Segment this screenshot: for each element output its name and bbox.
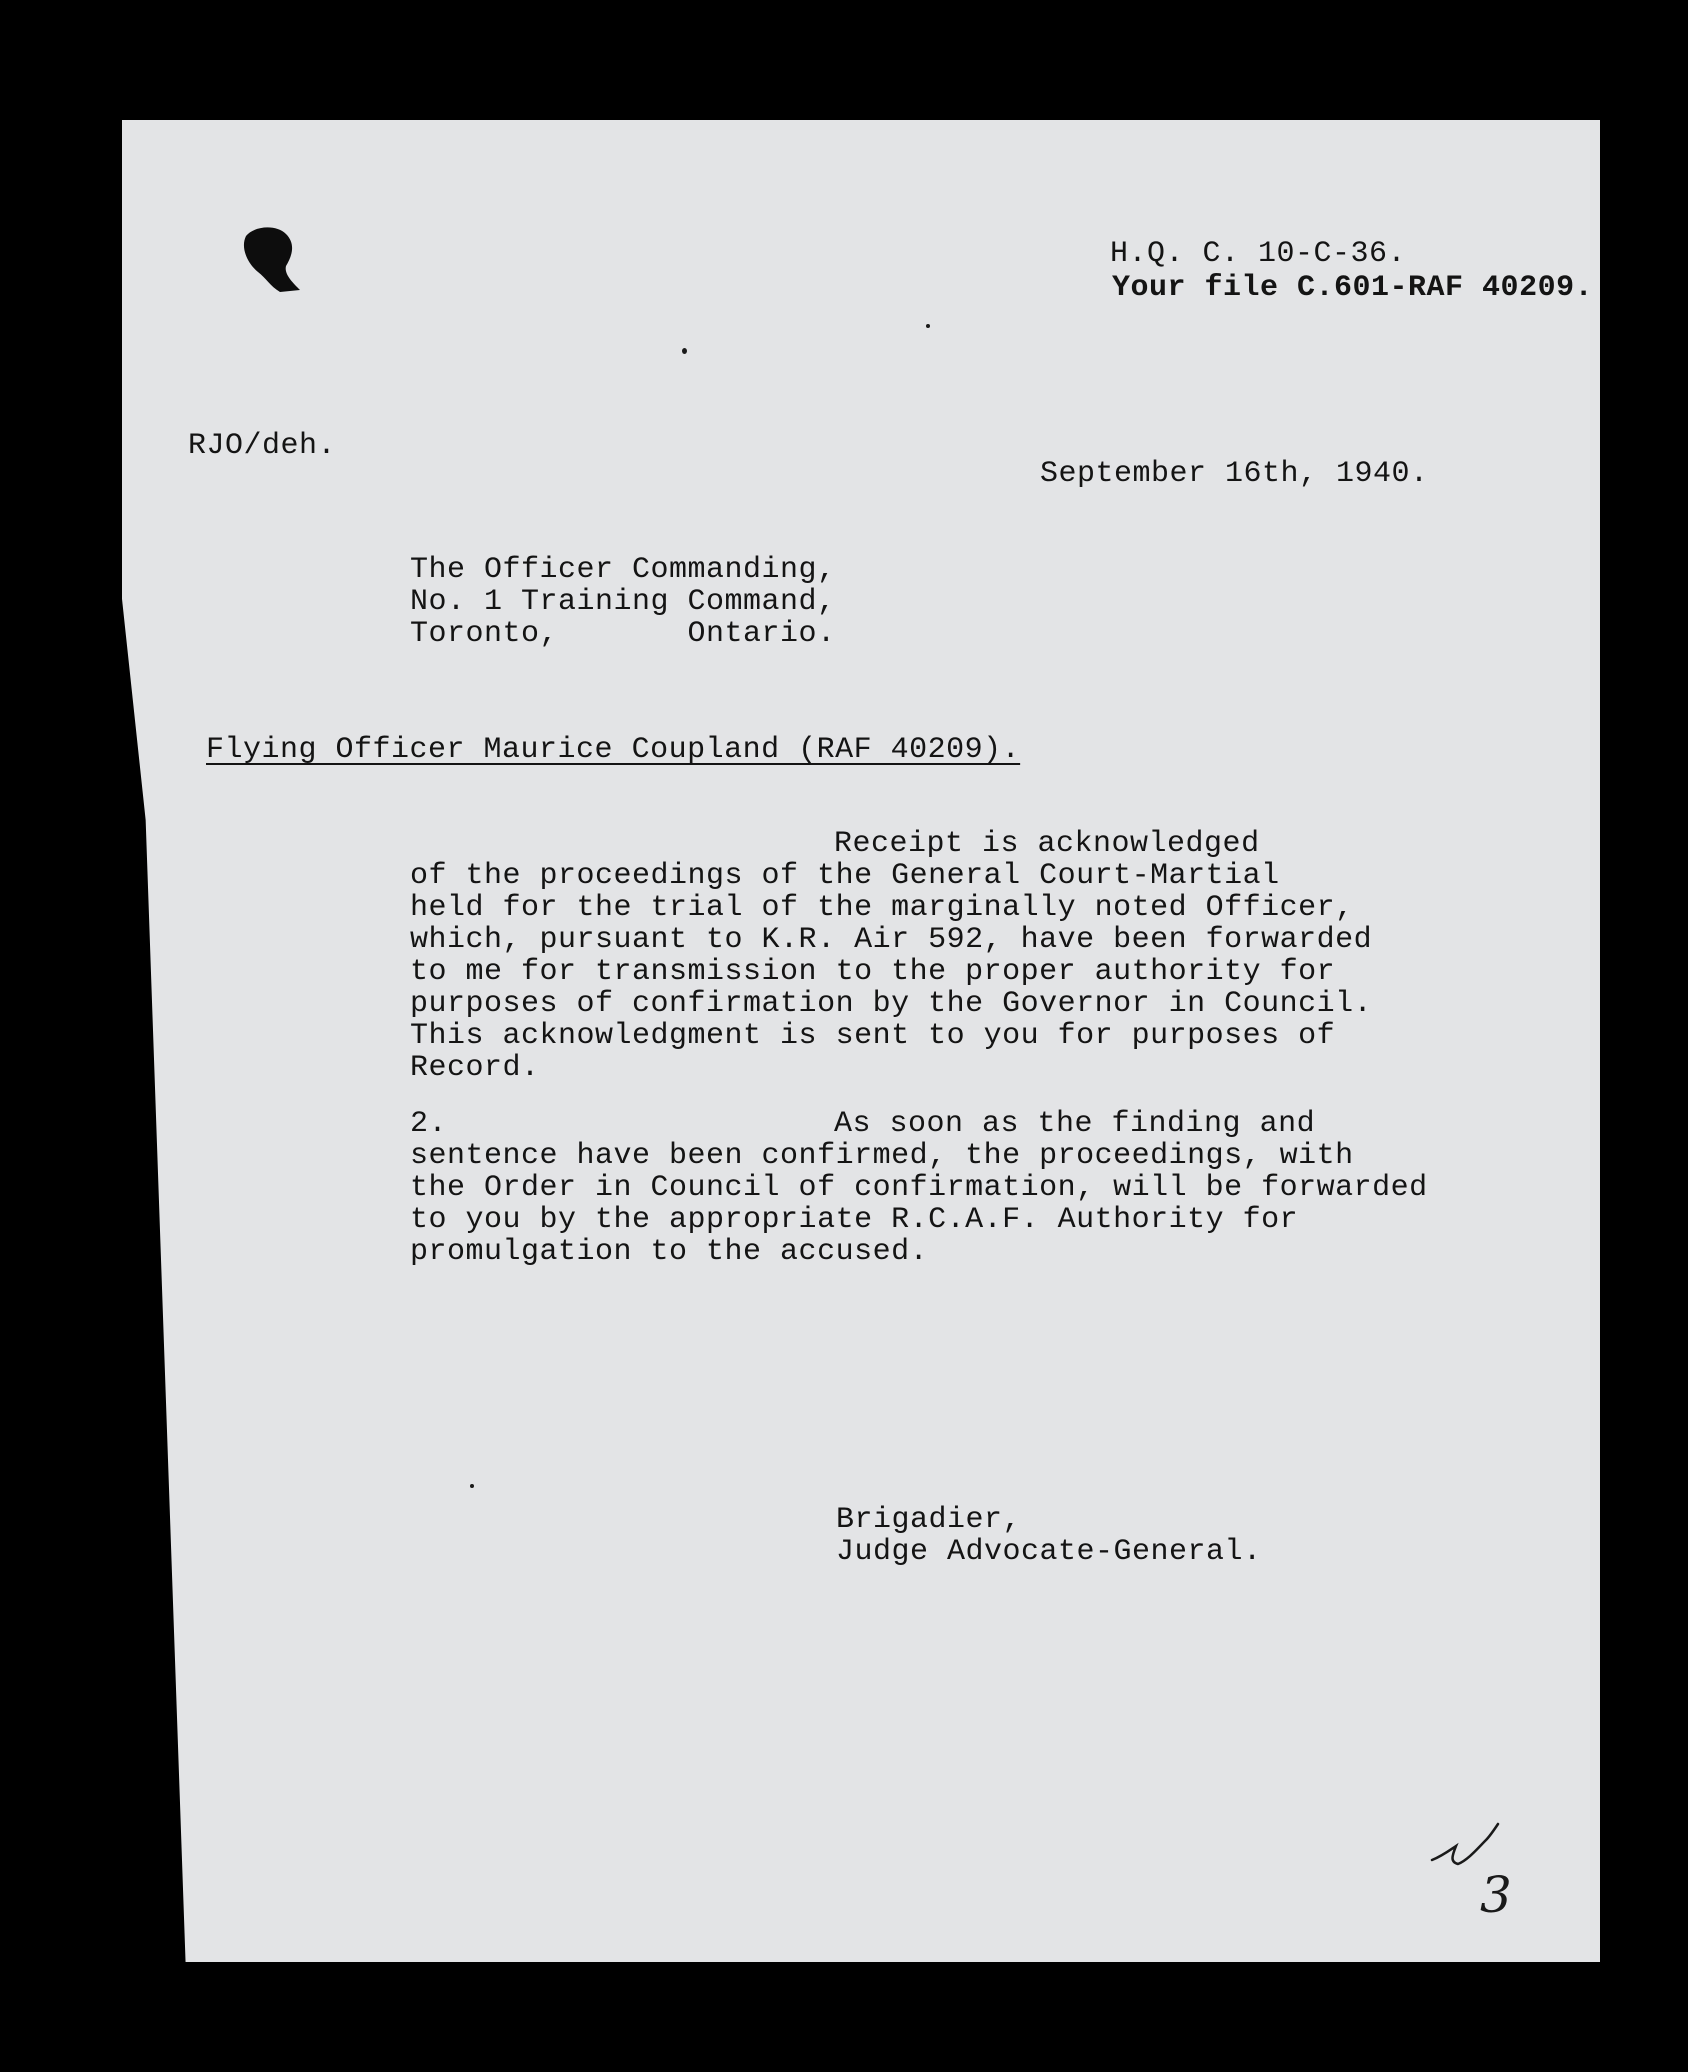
- your-file-reference: Your file C.601-RAF 40209.: [1112, 271, 1594, 305]
- paragraph-2-body: sentence have been confirmed, the proceedings, with the Order in Council of confirmation, will be forwarded to you by the appropriate R.C.A.F. Authority for promulgation to the accused.: [410, 1139, 1428, 1269]
- speck: [926, 324, 930, 328]
- letter-date: September 16th, 1940.: [1040, 457, 1429, 491]
- paragraph-1-lead: Receipt is acknowledged: [834, 827, 1260, 861]
- paragraph-2-lead: As soon as the finding and: [834, 1107, 1316, 1141]
- signature-block: [836, 1504, 1262, 1568]
- file-reference: H.Q. C. 10-C-36.: [1110, 237, 1407, 271]
- signature-rank: Brigadier,: [836, 1503, 1022, 1537]
- addressee-line-2: No. 1 Training Command,: [410, 585, 836, 619]
- speck: [470, 1484, 474, 1488]
- ink-blot: [240, 226, 302, 294]
- signature-title: Judge Advocate-General.: [836, 1535, 1262, 1569]
- handwritten-page-number: [1428, 1820, 1538, 1930]
- page-mark-number: 3: [1480, 1866, 1512, 1924]
- typist-initials: RJO/deh.: [188, 429, 337, 463]
- speck: [682, 348, 687, 354]
- addressee-line-1: The Officer Commanding,: [410, 553, 836, 587]
- paragraph-1-body: of the proceedings of the General Court-Martial held for the trial of the marginally noted Officer, which, pursuant to K.R. Air 592, have been forwarded to me for transmission to the proper authority for purposes of confirmation by the Governor in Council. This acknowledgment is sent to you for purposes of Record.: [410, 859, 1373, 1085]
- subject-line: Flying Officer Maurice Coupland (RAF 40209).: [206, 733, 1021, 767]
- addressee-line-3: Toronto, Ontario.: [410, 617, 836, 651]
- addressee-block: [410, 554, 836, 650]
- paragraph-2-number: 2.: [410, 1107, 448, 1141]
